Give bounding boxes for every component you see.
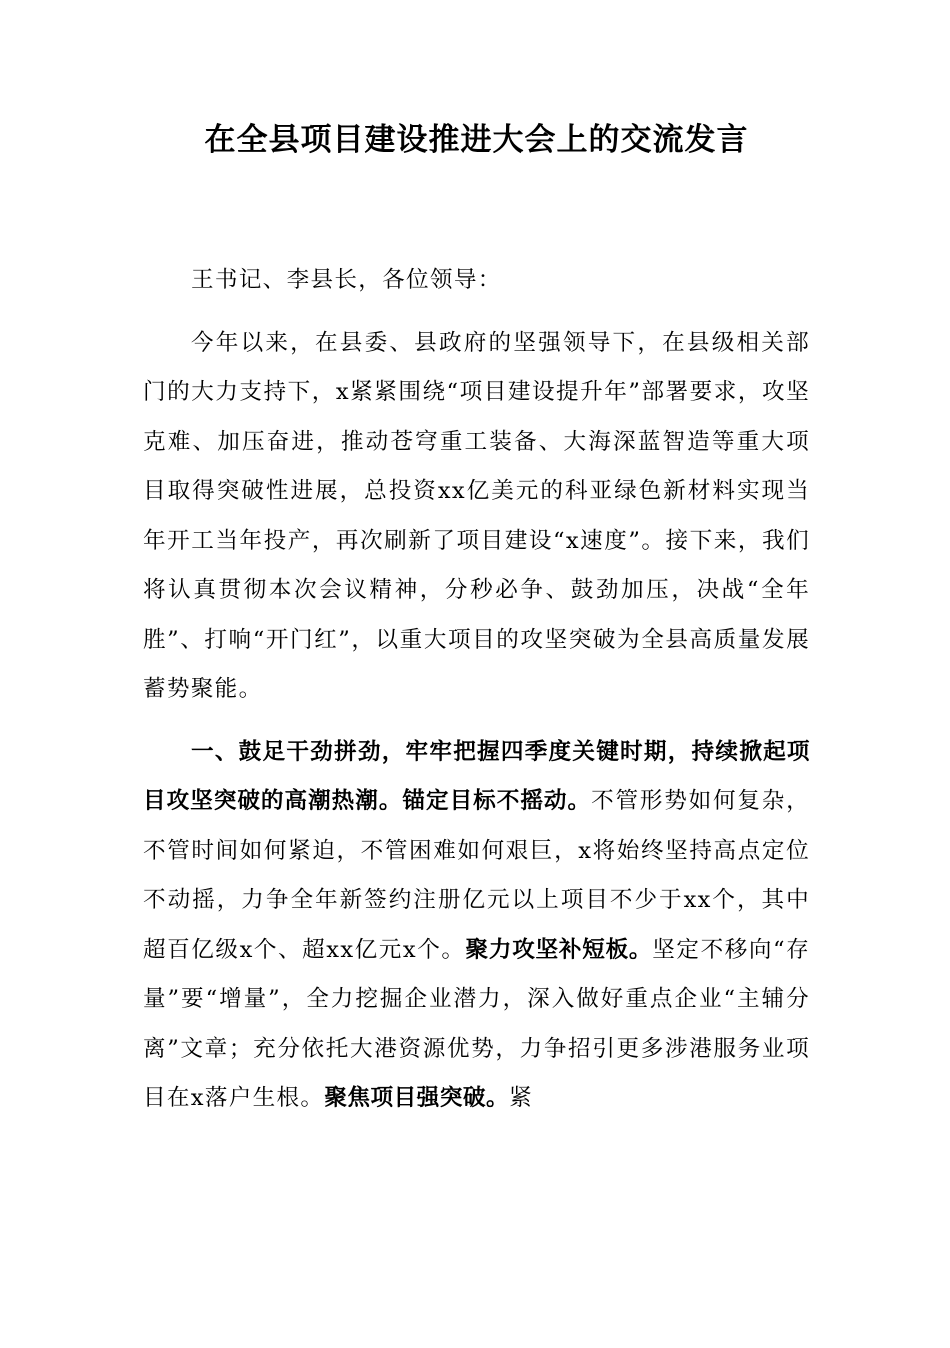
subpoint-title-shortboard: 聚力攻坚补短板。 [465, 936, 653, 963]
subpoint-text-breakthrough: 紧 [509, 1085, 533, 1111]
paragraph-section-one [143, 728, 810, 1124]
paragraph-intro: 今年以来，在县委、县政府的坚强领导下，在县级相关部门的大力支持下，x紧紧围绕“项目建设提升年”部署要求，攻坚克难、加压奋进，推动苍穹重工装备、大海深蓝智造等重大项目取得突破性进展，总投资xx亿美元的科亚绿色新材料实现当年开工当年投产，再次刷新了项目建设“x速度”。接下来，我们将认真贯彻本次会议精神，分秒必争、鼓劲加压，决战“全年胜”、打响“开门红”，以重大项目的攻坚突破为全县高质量发展蓄势聚能。 [143, 329, 810, 702]
subpoint-text-shortboard: 坚定不移向“存量”要“增量”，全力挖掘企业潜力，深入做好重点企业“主辅分离”文章；充分依托大港资源优势，力争招引更多涉港服务业项目在x落户生根。 [143, 936, 811, 1111]
document-title: 在全县项目建设推进大会上的交流发言 [204, 122, 749, 158]
section-one-heading: 一、鼓足干劲拼劲，牢牢把握四季度关键时期，持续掀起项目攻坚突破的高潮热潮。 [143, 738, 810, 814]
subpoint-text-target: 不管形势如何复杂，不管时间如何紧迫，不管困难如何艰巨，x将始终坚持高点定位不动摇，力争全年新签约注册亿元以上项目不少于xx个，其中超百亿级x个、超xx亿元x个。 [143, 788, 811, 963]
subpoint-title-breakthrough: 聚焦项目强突破。 [324, 1085, 510, 1111]
subpoint-title-target: 锚定目标不摇动。 [402, 788, 592, 814]
salutation: 王书记、李县长，各位领导： [191, 267, 502, 293]
document-page [0, 118, 950, 1348]
